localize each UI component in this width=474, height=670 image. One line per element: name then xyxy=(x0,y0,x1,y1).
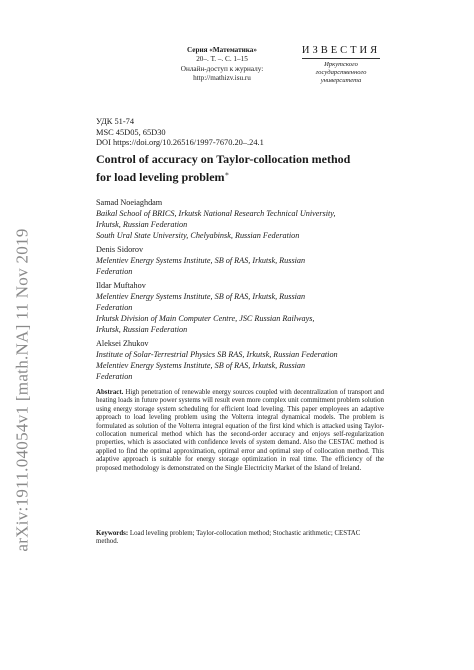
journal-logo-rule xyxy=(302,58,380,59)
journal-url[interactable]: http://mathizv.isu.ru xyxy=(193,74,251,83)
journal-volume: 20–. Т. –. С. 1–15 xyxy=(196,55,248,64)
affiliation-line: South Ural State University, Chelyabinsk, Russian Federation xyxy=(96,231,300,240)
author-name: Aleksei Zhukov xyxy=(96,339,149,348)
title-footnote-mark: ∗ xyxy=(224,170,230,179)
journal-online-label: Онлайн-доступ к журналу: xyxy=(180,64,264,73)
doi-link[interactable]: DOI https://doi.org/10.26516/1997-7670.20–.24.1 xyxy=(96,138,264,148)
author-block xyxy=(96,280,396,335)
affiliation-line: Baikal School of BRICS, Irkutsk National Research Technical University, xyxy=(96,209,336,218)
arxiv-identifier-text: arXiv:1911.04054v1 [math.NA] 11 Nov 2019 xyxy=(13,228,32,552)
affiliation-line: Melentiev Energy Systems Institute, SB of RAS, Irkutsk, Russian xyxy=(96,292,306,301)
keywords xyxy=(96,530,384,547)
author-name: Denis Sidorov xyxy=(96,245,144,254)
affiliation-line: Federation xyxy=(96,267,133,276)
university-line-1: Иркутского xyxy=(324,61,358,68)
arxiv-identifier-stamp xyxy=(10,190,36,590)
university-line-3: университета xyxy=(320,76,362,84)
author-block xyxy=(96,197,396,241)
title-line-1: Control of accuracy on Taylor-collocation method xyxy=(96,152,351,166)
journal-izvestia: ИЗВЕСТИЯ xyxy=(301,45,381,56)
author-affiliation xyxy=(96,291,396,335)
udk-code: УДК 51-74 xyxy=(96,117,135,126)
paper-metadata xyxy=(96,117,264,149)
affiliation-line: Federation xyxy=(96,372,133,381)
journal-header-left xyxy=(172,46,272,84)
journal-series: Серия «Математика» xyxy=(187,46,257,54)
keywords-text: Load leveling problem; Taylor-collocation method; Stochastic arithmetic; CESTAC method. xyxy=(96,530,361,546)
author-affiliation xyxy=(96,349,396,382)
university-line-2: государственного xyxy=(315,68,367,76)
author-affiliation xyxy=(96,255,396,277)
author-name: Ildar Muftahov xyxy=(96,281,146,290)
author-name: Samad Noeiaghdam xyxy=(96,198,163,207)
abstract xyxy=(96,389,384,473)
journal-logo-block xyxy=(296,45,386,84)
author-list xyxy=(96,197,396,385)
msc-code: MSC 45D05, 65D30 xyxy=(96,127,166,137)
affiliation-line: Institute of Solar-Terrestrial Physics SB RAS, Irkutsk, Russian Federation xyxy=(96,350,338,359)
affiliation-line: Irkutsk, Russian Federation xyxy=(96,325,188,334)
keywords-label: Keywords: xyxy=(96,530,129,537)
abstract-label: Abstract. xyxy=(96,389,124,396)
author-block xyxy=(96,244,396,277)
affiliation-line: Melentiev Energy Systems Institute, SB of RAS, Irkutsk, Russian xyxy=(96,361,306,370)
author-block xyxy=(96,338,396,382)
title-line-2: for load leveling problem xyxy=(96,170,225,185)
abstract-text: High penetration of renewable energy sources coupled with decentralization of transport and heating loads in future power systems will result even more complex unit commitment problem solution using energy storage system scheduling for efficient load leveling. This paper employees an adaptive approach to load leveling problem using the Volterra integral dynamical models. The problem is formulated as solution of the Volterra integral equation of the first kind which is attacked using Taylor-collocation numerical method which has the second-order accuracy and enjoys self-regularization properties, which is associated with confidence levels of system demand. Also the CESTAC method is applied to find the optimal approximation, optimal error and optimal step of collocation method. This adaptive approach is suitable for energy storage optimization in real time. The efficiency of the proposed methodology is demonstrated on the Single Electricity Market of the Island of Ireland. xyxy=(96,389,384,472)
author-affiliation xyxy=(96,208,396,241)
affiliation-line: Melentiev Energy Systems Institute, SB of RAS, Irkutsk, Russian xyxy=(96,256,306,265)
affiliation-line: Federation xyxy=(96,303,133,312)
affiliation-line: Irkutsk Division of Main Computer Centre, JSC Russian Railways, xyxy=(96,314,315,323)
affiliation-line: Irkutsk, Russian Federation xyxy=(96,220,188,229)
paper-title xyxy=(96,152,416,186)
